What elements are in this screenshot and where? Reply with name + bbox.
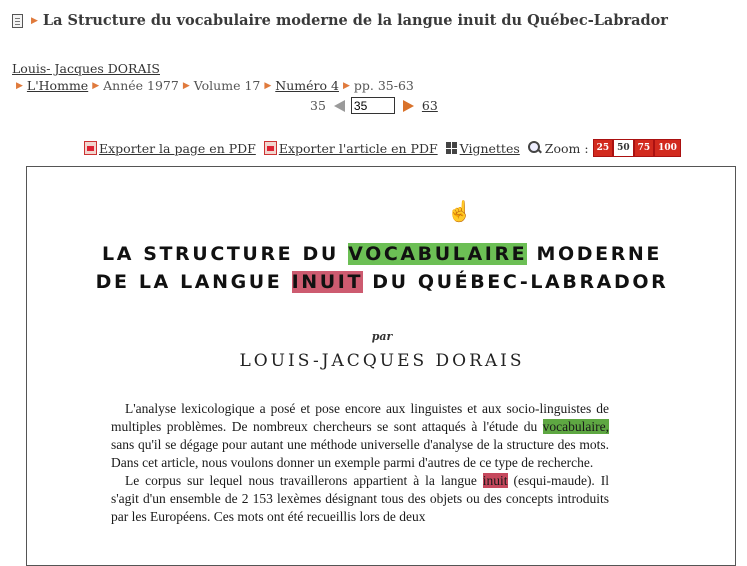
last-page-link[interactable]: 63	[421, 98, 438, 113]
zoom-25-button[interactable]: 25	[593, 139, 614, 157]
body-text: (esqui-maude). Il s'agit d'un ensemble de 2 153 lexèmes désignant tous des objets ou des concepts introduits par les Européens. Ces mots ont été recueillis lors de deux	[111, 473, 609, 524]
year-text: Année 1977	[103, 78, 179, 93]
page-header	[12, 12, 668, 29]
article-title-line-2	[27, 271, 737, 293]
arrow-icon: ▶	[92, 80, 100, 91]
author-link[interactable]: Louis- Jacques DORAIS	[12, 61, 160, 76]
page-title: La Structure du vocabulaire moderne de la langue inuit du Québec-Labrador	[42, 12, 668, 29]
page-navigator	[310, 97, 438, 114]
magnifier-icon	[528, 141, 542, 155]
previous-page-icon[interactable]	[334, 100, 345, 112]
by-label: par	[371, 330, 393, 343]
zoom-control	[528, 139, 681, 157]
title-text: LA STRUCTURE DU	[101, 243, 349, 265]
search-highlight-vocabulaire: VOCABULAIRE	[348, 243, 528, 265]
body-text: L'analyse lexicologique a posé et pose encore aux linguistes et aux socio-linguistes de multiples problèmes. De nombreux chercheurs se sont attaqués à l'étude du	[111, 401, 609, 434]
zoom-label: Zoom :	[544, 140, 589, 156]
document-icon	[12, 14, 23, 28]
arrow-icon: ▶	[264, 80, 272, 91]
page-viewer[interactable]	[26, 166, 736, 566]
zoom-100-button[interactable]: 100	[654, 139, 681, 157]
pages-text: pp. 35-63	[353, 78, 414, 93]
arrow-icon: ▶	[31, 15, 38, 26]
search-highlight-vocabulaire: vocabulaire,	[542, 419, 609, 434]
search-highlight-inuit: INUIT	[291, 271, 364, 293]
export-page-button[interactable]	[84, 141, 256, 156]
export-article-button[interactable]	[264, 141, 438, 156]
paragraph-2	[111, 472, 609, 526]
next-page-icon[interactable]	[403, 100, 414, 112]
first-page-label: 35	[310, 98, 326, 113]
search-highlight-inuit: inuit	[482, 473, 508, 488]
paragraph-1	[111, 400, 609, 472]
volume-text: Volume 17	[193, 78, 261, 93]
export-article-label: Exporter l'article en PDF	[278, 140, 438, 156]
viewer-toolbar	[84, 139, 681, 157]
title-text: DU QUÉBEC-LABRADOR	[363, 271, 669, 293]
hand-cursor-icon: ☝	[447, 199, 472, 223]
export-page-label: Exporter la page en PDF	[99, 140, 256, 156]
thumbnails-button[interactable]	[446, 141, 520, 156]
page-number-input[interactable]	[351, 97, 395, 114]
journal-link[interactable]: L'Homme	[26, 78, 89, 93]
article-body	[111, 400, 609, 526]
arrow-icon: ▶	[16, 80, 23, 91]
pdf-icon	[84, 141, 97, 155]
thumbnails-icon	[446, 142, 458, 154]
issue-link[interactable]: Numéro 4	[275, 78, 339, 93]
body-text: Le corpus sur lequel nous travaillerons appartient à la langue	[125, 473, 483, 488]
body-text: sans qu'il se dégage pour autant une méthode universelle d'analyse de la structure des mots. Dans cet article, nous voulons donner un exemple parmi d'autres de ce type de recherche.	[111, 437, 609, 470]
pdf-icon	[264, 141, 277, 155]
author-line	[12, 61, 160, 76]
breadcrumb	[12, 78, 414, 93]
title-text: MODERNE	[527, 243, 663, 265]
zoom-75-button[interactable]: 75	[634, 139, 655, 157]
arrow-icon: ▶	[342, 80, 350, 91]
arrow-icon: ▶	[182, 80, 190, 91]
title-text: DE LA LANGUE	[95, 271, 292, 293]
thumbnails-label: Vignettes	[459, 140, 520, 156]
article-author: LOUIS-JACQUES DORAIS	[239, 351, 525, 371]
zoom-50-button[interactable]: 50	[613, 139, 634, 157]
article-title-line-1	[27, 243, 737, 265]
